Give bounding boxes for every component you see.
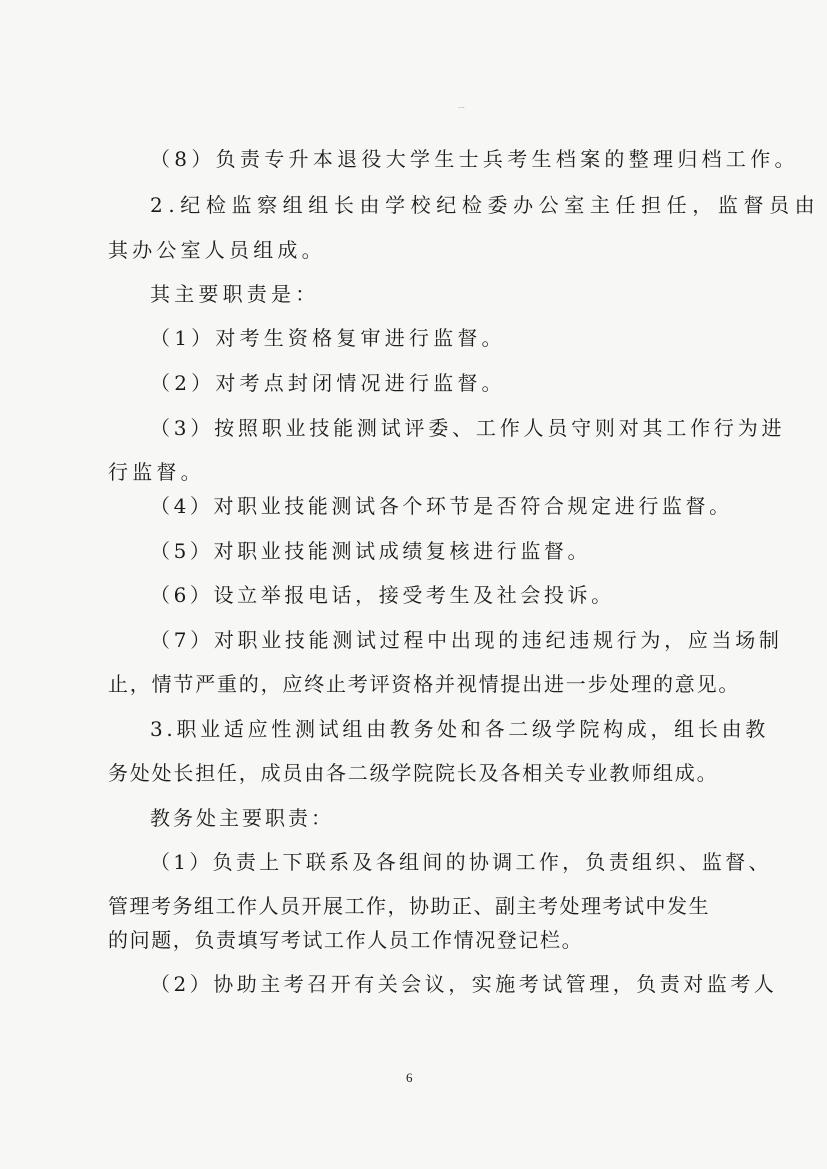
- text-line: （4）对职业技能测试各个环节是否符合规定进行监督。: [150, 494, 733, 518]
- text-line: 2.纪检监察组组长由学校纪检委办公室主任担任，监督员由: [150, 193, 821, 217]
- text-line: 教务处主要职责：: [150, 806, 334, 830]
- text-line: 的问题，负责填写考试工作人员工作情况登记栏。: [108, 928, 584, 952]
- text-line: （3）按照职业技能测试评委、工作人员守则对其工作行为进: [150, 416, 786, 440]
- text-line: （8）负责专升本退役大学生士兵考生档案的整理归档工作。: [150, 147, 799, 171]
- text-line: 其主要职责是：: [150, 282, 320, 306]
- text-line: （1）负责上下联系及各组间的协调工作，负责组织、监督、: [150, 850, 772, 874]
- text-line: （6）设立举报电话，接受考生及社会投诉。: [150, 583, 615, 607]
- text-line: （2）对考点封闭情况进行监督。: [150, 371, 506, 395]
- page-number: 6: [406, 1070, 413, 1085]
- text-line: 3.职业适应性测试组由教务处和各二级学院构成，组长由教: [150, 717, 769, 741]
- text-line: 行监督。: [108, 460, 205, 484]
- text-line: （1）对考生资格复审进行监督。: [150, 326, 506, 350]
- text-line: 务处处长担任，成员由各二级学院院长及各相关专业教师组成。: [108, 761, 719, 785]
- text-line: （2）协助主考召开有关会议，实施考试管理，负责对监考人: [150, 972, 778, 996]
- text-line: 管理考务组工作人员开展工作，协助正、副主考处理考试中发生: [108, 894, 710, 918]
- text-line: （5）对职业技能测试成绩复核进行监督。: [150, 539, 592, 563]
- text-line: （7）对职业技能测试过程中出现的违纪违规行为，应当场制: [150, 628, 783, 652]
- scan-mark: ㄧ: [457, 104, 467, 114]
- text-line: 其办公室人员组成。: [108, 238, 326, 262]
- text-line: 止，情节严重的，应终止考评资格并视情提出进一步处理的意见。: [108, 672, 741, 696]
